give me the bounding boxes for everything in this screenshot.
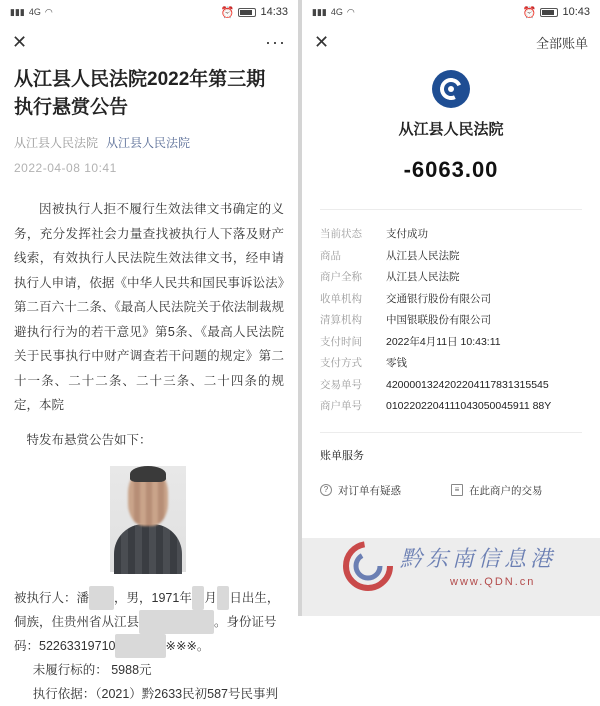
signal-indicators bbox=[312, 7, 355, 18]
watermark-url: www.QDN.cn bbox=[450, 576, 536, 588]
article-topbar bbox=[0, 24, 298, 60]
service-row bbox=[302, 463, 600, 498]
detail-value: 从江县人民法院 bbox=[386, 249, 460, 262]
detail-value: 交通银行股份有限公司 bbox=[386, 292, 491, 305]
clock: 10:43 bbox=[562, 6, 590, 18]
photo-wrapper bbox=[0, 466, 298, 572]
detail-value: 支付成功 bbox=[386, 228, 428, 240]
photo-body bbox=[114, 524, 182, 574]
detail-value: 0102202204111043050045911 88Y bbox=[386, 400, 552, 412]
detail-value: 4200001324202204117831315545 bbox=[386, 378, 549, 391]
article-body: 因被执行人拒不履行生效法律文书确定的义务，充分发挥社会力量查找被执行人下落及财产线索，有效执行人民法院生效法律文书，经申请执行人申请，依据《中华人民共和国民事诉讼法》第二百六十二条、《最高人民法院关于依法制裁规避执行行为的若干意见》第5条、《最高人民法院关于民事执行中财产调查若干问题的规定》第二十一条、二十二条、二十三条、二十四条的规定，本院 bbox=[14, 202, 284, 412]
network-label: 4G bbox=[28, 7, 41, 17]
redaction bbox=[139, 610, 214, 634]
bill-details bbox=[302, 210, 600, 418]
status-bar bbox=[302, 0, 600, 24]
watermark-text: 黔东南信息港 bbox=[400, 547, 557, 572]
merchant-transactions-button[interactable] bbox=[451, 483, 582, 498]
bill-service-title: 账单服务 bbox=[320, 449, 364, 462]
account-link[interactable]: 从江县人民法院 bbox=[106, 136, 191, 150]
person-text-2: ，男，1971年 bbox=[114, 590, 192, 605]
bill-topbar bbox=[302, 24, 600, 60]
signal-icon: ▮▮▮ bbox=[312, 6, 327, 17]
alarm-icon: ⏰ bbox=[220, 6, 235, 19]
question-icon: ? bbox=[320, 484, 332, 496]
alarm-icon: ⏰ bbox=[522, 6, 537, 19]
all-bills-link[interactable]: 全部账单 bbox=[535, 35, 588, 51]
battery-icon bbox=[540, 8, 558, 17]
signal-indicators bbox=[10, 7, 53, 18]
service-label: 对订单有疑惑 bbox=[338, 484, 401, 497]
detail-row bbox=[320, 224, 582, 246]
detail-key: 交易单号 bbox=[320, 378, 362, 391]
detail-key: 商户全称 bbox=[320, 271, 362, 283]
detail-row bbox=[320, 246, 582, 268]
person-text-6: ※※※。 bbox=[165, 638, 210, 653]
photo-hair bbox=[130, 466, 166, 482]
person-text-3: 月 bbox=[204, 590, 217, 605]
status-bar bbox=[0, 0, 298, 24]
redaction bbox=[217, 586, 230, 610]
article-meta bbox=[0, 122, 298, 151]
merchant-logo-icon bbox=[432, 70, 470, 108]
bill-panel bbox=[302, 0, 600, 616]
order-question-button[interactable] bbox=[320, 483, 451, 498]
detail-row bbox=[320, 267, 582, 289]
close-icon[interactable]: ✕ bbox=[12, 31, 28, 52]
status-right bbox=[523, 6, 590, 19]
detail-key: 商品 bbox=[320, 249, 341, 262]
detail-row bbox=[320, 353, 582, 375]
article-intro2: 特发布悬赏公告如下： bbox=[26, 432, 152, 447]
person-photo bbox=[110, 466, 186, 572]
person-text-4: 日出生，侗族，住贵州省从江县 bbox=[14, 590, 280, 629]
signal-icon: ▮▮▮ bbox=[10, 6, 25, 17]
detail-key: 支付方式 bbox=[320, 357, 362, 369]
article-panel bbox=[0, 0, 298, 701]
detail-row bbox=[320, 332, 582, 354]
detail-key: 收单机构 bbox=[320, 292, 362, 305]
article-date: 2022-04-08 10:41 bbox=[14, 161, 117, 175]
detail-key: 支付时间 bbox=[320, 335, 362, 348]
execution-basis: 执行依据：（2021）黔2633民初587号民事判 bbox=[32, 686, 278, 701]
detail-row bbox=[320, 396, 582, 418]
detail-value: 中国银联股份有限公司 bbox=[386, 314, 491, 326]
service-label: 在此商户的交易 bbox=[469, 484, 543, 497]
clock: 14:33 bbox=[260, 6, 288, 18]
detail-value: 从江县人民法院 bbox=[386, 271, 460, 283]
redaction bbox=[115, 634, 165, 658]
redaction bbox=[192, 586, 205, 610]
detail-value: 零钱 bbox=[386, 357, 407, 369]
detail-row bbox=[320, 310, 582, 332]
network-label: 4G bbox=[330, 7, 343, 17]
status-right bbox=[221, 6, 288, 19]
battery-icon bbox=[238, 8, 256, 17]
person-text-1: 被执行人：潘 bbox=[14, 590, 90, 605]
detail-row bbox=[320, 375, 582, 397]
wifi-icon: ◠ bbox=[346, 6, 355, 17]
detail-value: 2022年4月11日 10:43:11 bbox=[386, 335, 501, 348]
detail-row bbox=[320, 289, 582, 311]
close-icon[interactable]: ✕ bbox=[314, 31, 330, 52]
person-text-5: 。身份证号码：52263319710 bbox=[14, 614, 277, 653]
payment-amount: -6063.00 bbox=[403, 157, 499, 182]
merchant-name: 从江县人民法院 bbox=[398, 121, 504, 138]
document-icon: ≡ bbox=[451, 484, 463, 496]
bottom-area bbox=[302, 538, 600, 616]
more-icon[interactable]: ··· bbox=[265, 31, 286, 52]
detail-key: 当前状态 bbox=[320, 228, 362, 240]
article-author: 从江县人民法院 bbox=[14, 136, 99, 150]
unfulfilled-amount: 未履行标的： 5988元 bbox=[32, 662, 152, 677]
article-title: 从江县人民法院2022年第三期执行悬赏公告 bbox=[14, 69, 266, 118]
detail-key: 商户单号 bbox=[320, 400, 362, 412]
logo-dot bbox=[448, 86, 454, 92]
redaction bbox=[89, 586, 114, 610]
detail-key: 清算机构 bbox=[320, 314, 362, 326]
wifi-icon: ◠ bbox=[44, 6, 53, 17]
person-info bbox=[0, 572, 298, 658]
